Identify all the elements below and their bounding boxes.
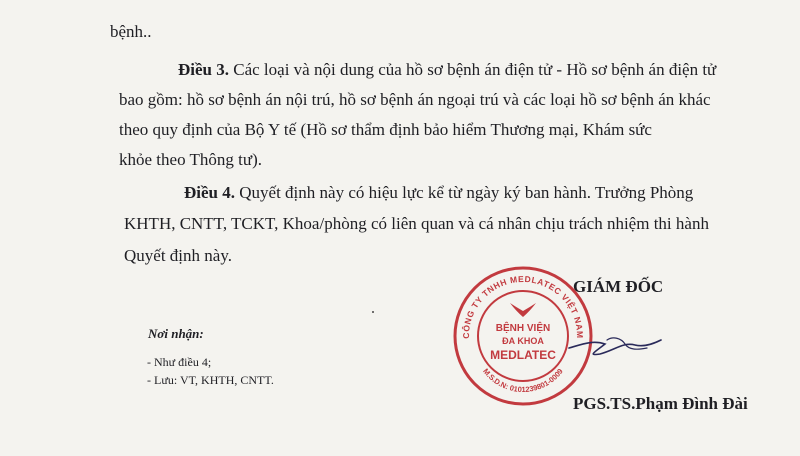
article-4-line-3: Quyết định này. (124, 246, 232, 265)
intro-line: bệnh.. (110, 22, 152, 41)
article-3-line-3: theo quy định của Bộ Y tế (Hồ sơ thẩm định bảo hiểm Thương mại, Khám sức (119, 120, 652, 139)
seal-logo-icon (510, 303, 536, 317)
recipient-item-1: - Như điều 4; (147, 355, 212, 369)
article-3-line-4: khỏe theo Thông tư). (119, 150, 262, 169)
signer-name: PGS.TS.Phạm Đình Đài (573, 394, 748, 413)
handwritten-signature (565, 318, 665, 368)
seal-center-line-2: ĐA KHOA (502, 336, 544, 346)
article-4-label: Điều 4. (184, 183, 235, 202)
article-4-line-2: KHTH, CNTT, TCKT, Khoa/phòng có liên quan và cá nhân chịu trách nhiệm thi hành (124, 214, 709, 233)
article-3-label: Điều 3. (178, 60, 229, 79)
seal-registration-text: M.S.D.N: 0101239801-0009 (481, 366, 565, 395)
signer-title: GIÁM ĐỐC (573, 277, 664, 296)
seal-center-line-3: MEDLATEC (490, 348, 556, 362)
article-3-text: Các loại và nội dung của hồ sơ bệnh án điện tử - Hồ sơ bệnh án điện tử (233, 60, 717, 79)
article-3-first-line (178, 60, 716, 80)
article-4-text: Quyết định này có hiệu lực kể từ ngày ký ban hành. Trưởng Phòng (239, 183, 694, 202)
seal-center-line-1: BỆNH VIỆN (495, 323, 551, 334)
article-4-first-line (184, 183, 693, 203)
speck (372, 311, 374, 313)
seal-ring-text: CÔNG TY TNHH MEDLATEC VIỆT NAM (460, 273, 586, 339)
recipient-item-2: - Lưu: VT, KHTH, CNTT. (147, 373, 274, 387)
article-3-line-2: bao gồm: hồ sơ bệnh án nội trú, hồ sơ bệnh án ngoại trú và các loại hồ sơ bệnh án khác (119, 90, 711, 109)
recipients-title: Nơi nhận: (148, 326, 204, 341)
